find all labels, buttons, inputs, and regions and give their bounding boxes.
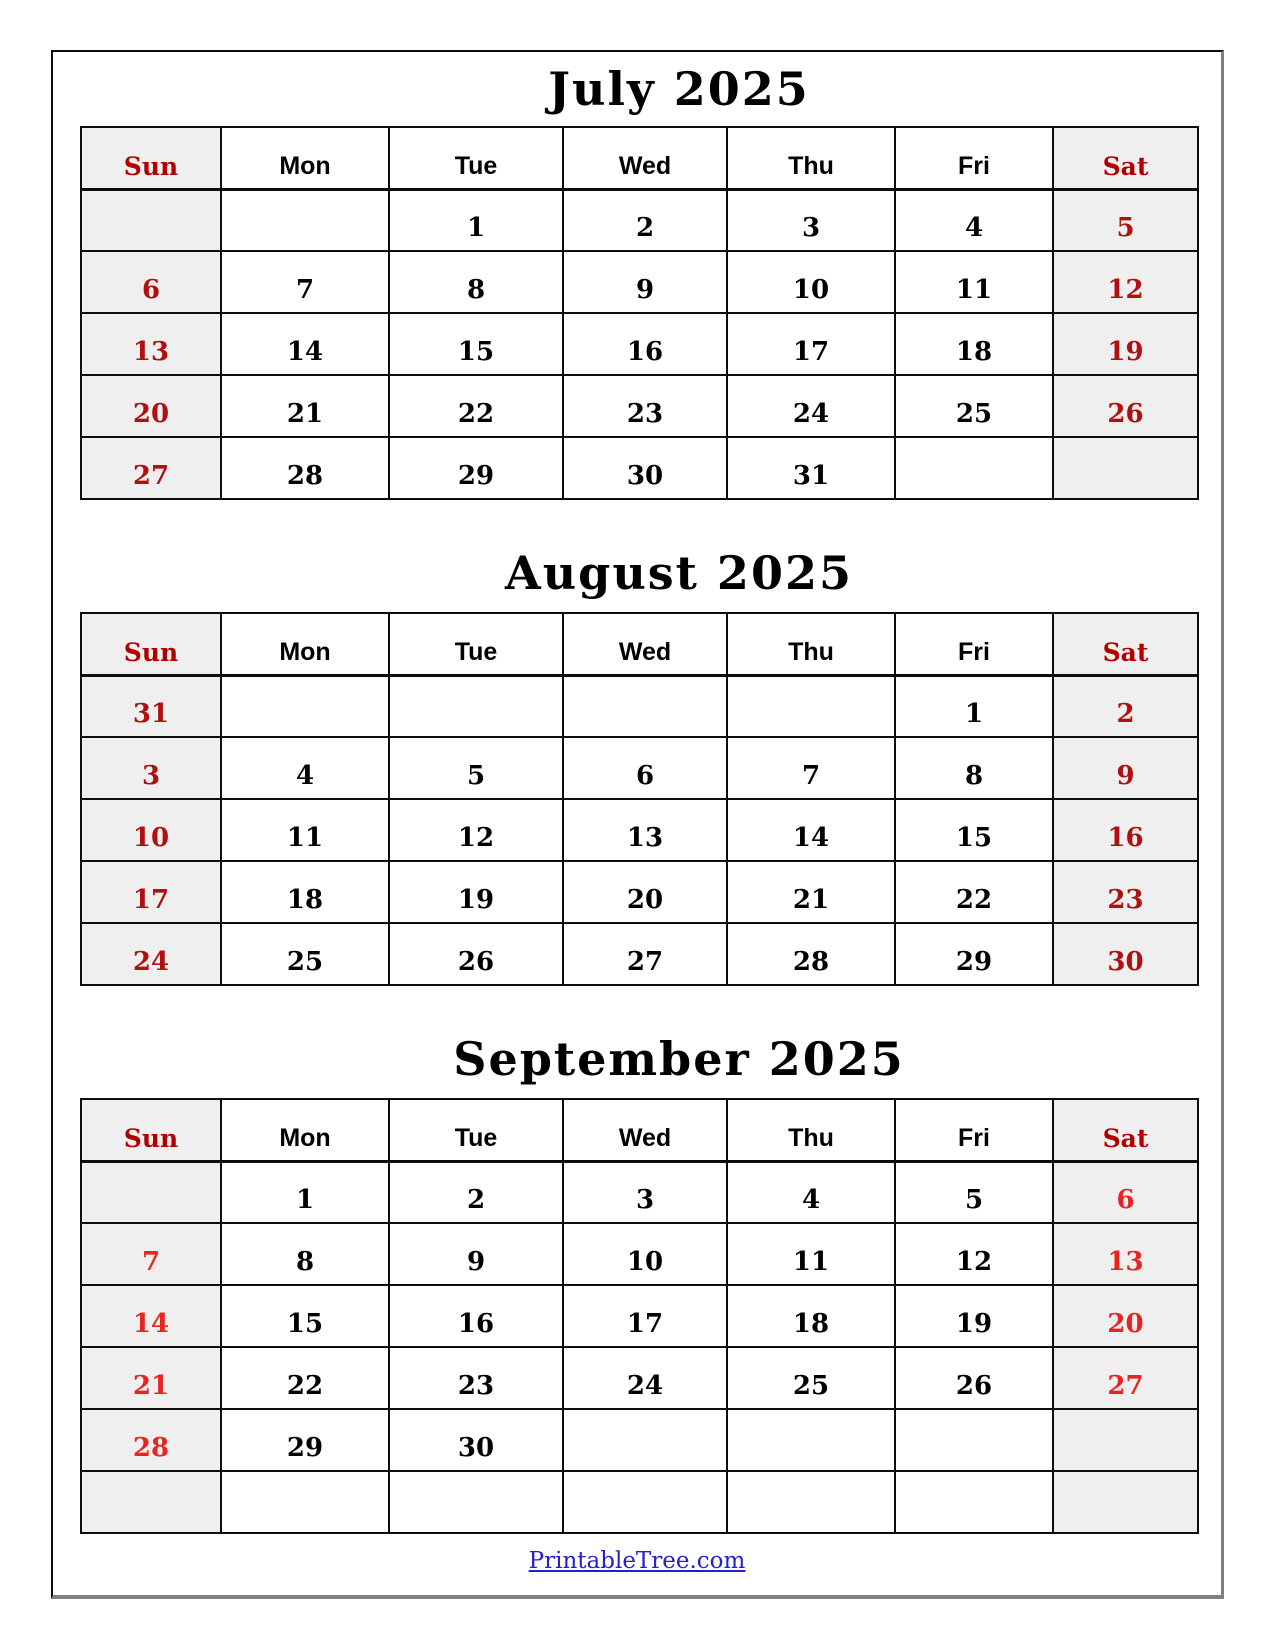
- week-row: [81, 1161, 1198, 1223]
- date-cell: 18: [221, 861, 389, 923]
- date-cell: 20: [563, 861, 727, 923]
- date-cell: 23: [389, 1347, 563, 1409]
- date-cell: 17: [81, 861, 221, 923]
- week-row: [81, 1409, 1198, 1471]
- date-cell: 26: [1053, 375, 1198, 437]
- date-cell: 15: [221, 1285, 389, 1347]
- empty-date-cell: [727, 675, 895, 737]
- month-title: August 2025: [505, 546, 853, 600]
- date-cell: 19: [1053, 313, 1198, 375]
- date-cell: 24: [81, 923, 221, 985]
- date-cell: 14: [81, 1285, 221, 1347]
- date-cell: 9: [389, 1223, 563, 1285]
- date-cell: 28: [727, 923, 895, 985]
- date-cell: 9: [563, 251, 727, 313]
- date-cell: 15: [895, 799, 1053, 861]
- date-cell: 18: [727, 1285, 895, 1347]
- week-row: [81, 737, 1198, 799]
- date-cell: 3: [563, 1161, 727, 1223]
- week-row: [81, 251, 1198, 313]
- date-cell: 17: [727, 313, 895, 375]
- empty-date-cell: [1053, 1409, 1198, 1471]
- date-cell: 21: [727, 861, 895, 923]
- week-row: [81, 189, 1198, 251]
- date-cell: 2: [563, 189, 727, 251]
- date-cell: 28: [221, 437, 389, 499]
- weekday-header-sun: Sun: [81, 613, 221, 675]
- date-cell: 22: [221, 1347, 389, 1409]
- empty-date-cell: [563, 1471, 727, 1533]
- date-cell: 26: [895, 1347, 1053, 1409]
- month-calendar-table: [80, 612, 1199, 986]
- weekday-header-wed: Wed: [563, 613, 727, 675]
- empty-date-cell: [1053, 1471, 1198, 1533]
- week-row: [81, 1285, 1198, 1347]
- weekday-header-thu: Thu: [727, 613, 895, 675]
- date-cell: 2: [1053, 675, 1198, 737]
- date-cell: 9: [1053, 737, 1198, 799]
- date-cell: 7: [81, 1223, 221, 1285]
- week-row: [81, 437, 1198, 499]
- date-cell: 13: [81, 313, 221, 375]
- date-cell: 3: [727, 189, 895, 251]
- date-cell: 10: [563, 1223, 727, 1285]
- date-cell: 29: [895, 923, 1053, 985]
- date-cell: 16: [563, 313, 727, 375]
- date-cell: 25: [221, 923, 389, 985]
- date-cell: 27: [81, 437, 221, 499]
- week-row: [81, 1347, 1198, 1409]
- weekday-header-sun: Sun: [81, 1099, 221, 1161]
- date-cell: 15: [389, 313, 563, 375]
- months-container: [53, 60, 1221, 1534]
- date-cell: 11: [895, 251, 1053, 313]
- week-row: [81, 799, 1198, 861]
- date-cell: 12: [1053, 251, 1198, 313]
- date-cell: 21: [221, 375, 389, 437]
- week-row: [81, 861, 1198, 923]
- date-cell: 4: [727, 1161, 895, 1223]
- date-cell: 23: [563, 375, 727, 437]
- month-calendar-table: [80, 126, 1199, 500]
- date-cell: 19: [895, 1285, 1053, 1347]
- date-cell: 10: [81, 799, 221, 861]
- weekday-header-mon: Mon: [221, 1099, 389, 1161]
- weekday-header-thu: Thu: [727, 1099, 895, 1161]
- date-cell: 8: [221, 1223, 389, 1285]
- date-cell: 13: [563, 799, 727, 861]
- date-cell: 25: [895, 375, 1053, 437]
- weekday-header-row: [81, 127, 1198, 189]
- weekday-header-thu: Thu: [727, 127, 895, 189]
- date-cell: 2: [389, 1161, 563, 1223]
- date-cell: 28: [81, 1409, 221, 1471]
- date-cell: 5: [1053, 189, 1198, 251]
- date-cell: 14: [221, 313, 389, 375]
- date-cell: 30: [389, 1409, 563, 1471]
- weekday-header-row: [81, 1099, 1198, 1161]
- date-cell: 5: [389, 737, 563, 799]
- date-cell: 24: [563, 1347, 727, 1409]
- date-cell: 30: [1053, 923, 1198, 985]
- weekday-header-sun: Sun: [81, 127, 221, 189]
- month-title: July 2025: [548, 62, 810, 116]
- weekday-header-tue: Tue: [389, 1099, 563, 1161]
- weekday-header-mon: Mon: [221, 127, 389, 189]
- week-row: [81, 675, 1198, 737]
- empty-date-cell: [895, 1471, 1053, 1533]
- date-cell: 12: [895, 1223, 1053, 1285]
- weekday-header-tue: Tue: [389, 613, 563, 675]
- empty-date-cell: [727, 1471, 895, 1533]
- weekday-header-sat: Sat: [1053, 613, 1198, 675]
- calendar-page: [51, 50, 1224, 1599]
- weekday-header-row: [81, 613, 1198, 675]
- date-cell: 29: [389, 437, 563, 499]
- empty-date-cell: [563, 675, 727, 737]
- date-cell: 1: [221, 1161, 389, 1223]
- empty-date-cell: [895, 1409, 1053, 1471]
- empty-date-cell: [81, 189, 221, 251]
- date-cell: 20: [81, 375, 221, 437]
- weekday-header-sat: Sat: [1053, 1099, 1198, 1161]
- date-cell: 7: [221, 251, 389, 313]
- date-cell: 31: [81, 675, 221, 737]
- date-cell: 4: [221, 737, 389, 799]
- date-cell: 8: [389, 251, 563, 313]
- date-cell: 27: [1053, 1347, 1198, 1409]
- date-cell: 8: [895, 737, 1053, 799]
- date-cell: 26: [389, 923, 563, 985]
- date-cell: 31: [727, 437, 895, 499]
- weekday-header-sat: Sat: [1053, 127, 1198, 189]
- date-cell: 1: [389, 189, 563, 251]
- week-row: [81, 923, 1198, 985]
- date-cell: 19: [389, 861, 563, 923]
- empty-date-cell: [389, 675, 563, 737]
- empty-date-cell: [389, 1471, 563, 1533]
- date-cell: 18: [895, 313, 1053, 375]
- weekday-header-wed: Wed: [563, 1099, 727, 1161]
- footer-link[interactable]: PrintableTree.com: [528, 1548, 746, 1574]
- date-cell: 6: [81, 251, 221, 313]
- week-row: [81, 1223, 1198, 1285]
- date-cell: 22: [389, 375, 563, 437]
- page-footer: [53, 1548, 1221, 1574]
- empty-date-cell: [221, 1471, 389, 1533]
- date-cell: 22: [895, 861, 1053, 923]
- date-cell: 21: [81, 1347, 221, 1409]
- empty-date-cell: [221, 675, 389, 737]
- week-row: [81, 1471, 1198, 1533]
- weekday-header-fri: Fri: [895, 1099, 1053, 1161]
- date-cell: 6: [1053, 1161, 1198, 1223]
- week-row: [81, 375, 1198, 437]
- date-cell: 14: [727, 799, 895, 861]
- date-cell: 11: [221, 799, 389, 861]
- date-cell: 30: [563, 437, 727, 499]
- date-cell: 27: [563, 923, 727, 985]
- date-cell: 16: [389, 1285, 563, 1347]
- month-title: September 2025: [453, 1032, 905, 1086]
- month-block: [53, 544, 1221, 986]
- date-cell: 12: [389, 799, 563, 861]
- weekday-header-fri: Fri: [895, 127, 1053, 189]
- date-cell: 17: [563, 1285, 727, 1347]
- date-cell: 25: [727, 1347, 895, 1409]
- weekday-header-mon: Mon: [221, 613, 389, 675]
- empty-date-cell: [727, 1409, 895, 1471]
- date-cell: 29: [221, 1409, 389, 1471]
- empty-date-cell: [81, 1161, 221, 1223]
- date-cell: 10: [727, 251, 895, 313]
- month-calendar-table: [80, 1098, 1199, 1534]
- date-cell: 20: [1053, 1285, 1198, 1347]
- date-cell: 11: [727, 1223, 895, 1285]
- weekday-header-wed: Wed: [563, 127, 727, 189]
- month-block: [53, 1030, 1221, 1534]
- date-cell: 3: [81, 737, 221, 799]
- date-cell: 23: [1053, 861, 1198, 923]
- empty-date-cell: [563, 1409, 727, 1471]
- date-cell: 16: [1053, 799, 1198, 861]
- empty-date-cell: [221, 189, 389, 251]
- date-cell: 13: [1053, 1223, 1198, 1285]
- date-cell: 1: [895, 675, 1053, 737]
- empty-date-cell: [1053, 437, 1198, 499]
- empty-date-cell: [895, 437, 1053, 499]
- date-cell: 24: [727, 375, 895, 437]
- weekday-header-tue: Tue: [389, 127, 563, 189]
- date-cell: 7: [727, 737, 895, 799]
- weekday-header-fri: Fri: [895, 613, 1053, 675]
- month-block: [53, 60, 1221, 500]
- date-cell: 6: [563, 737, 727, 799]
- week-row: [81, 313, 1198, 375]
- empty-date-cell: [81, 1471, 221, 1533]
- date-cell: 5: [895, 1161, 1053, 1223]
- date-cell: 4: [895, 189, 1053, 251]
